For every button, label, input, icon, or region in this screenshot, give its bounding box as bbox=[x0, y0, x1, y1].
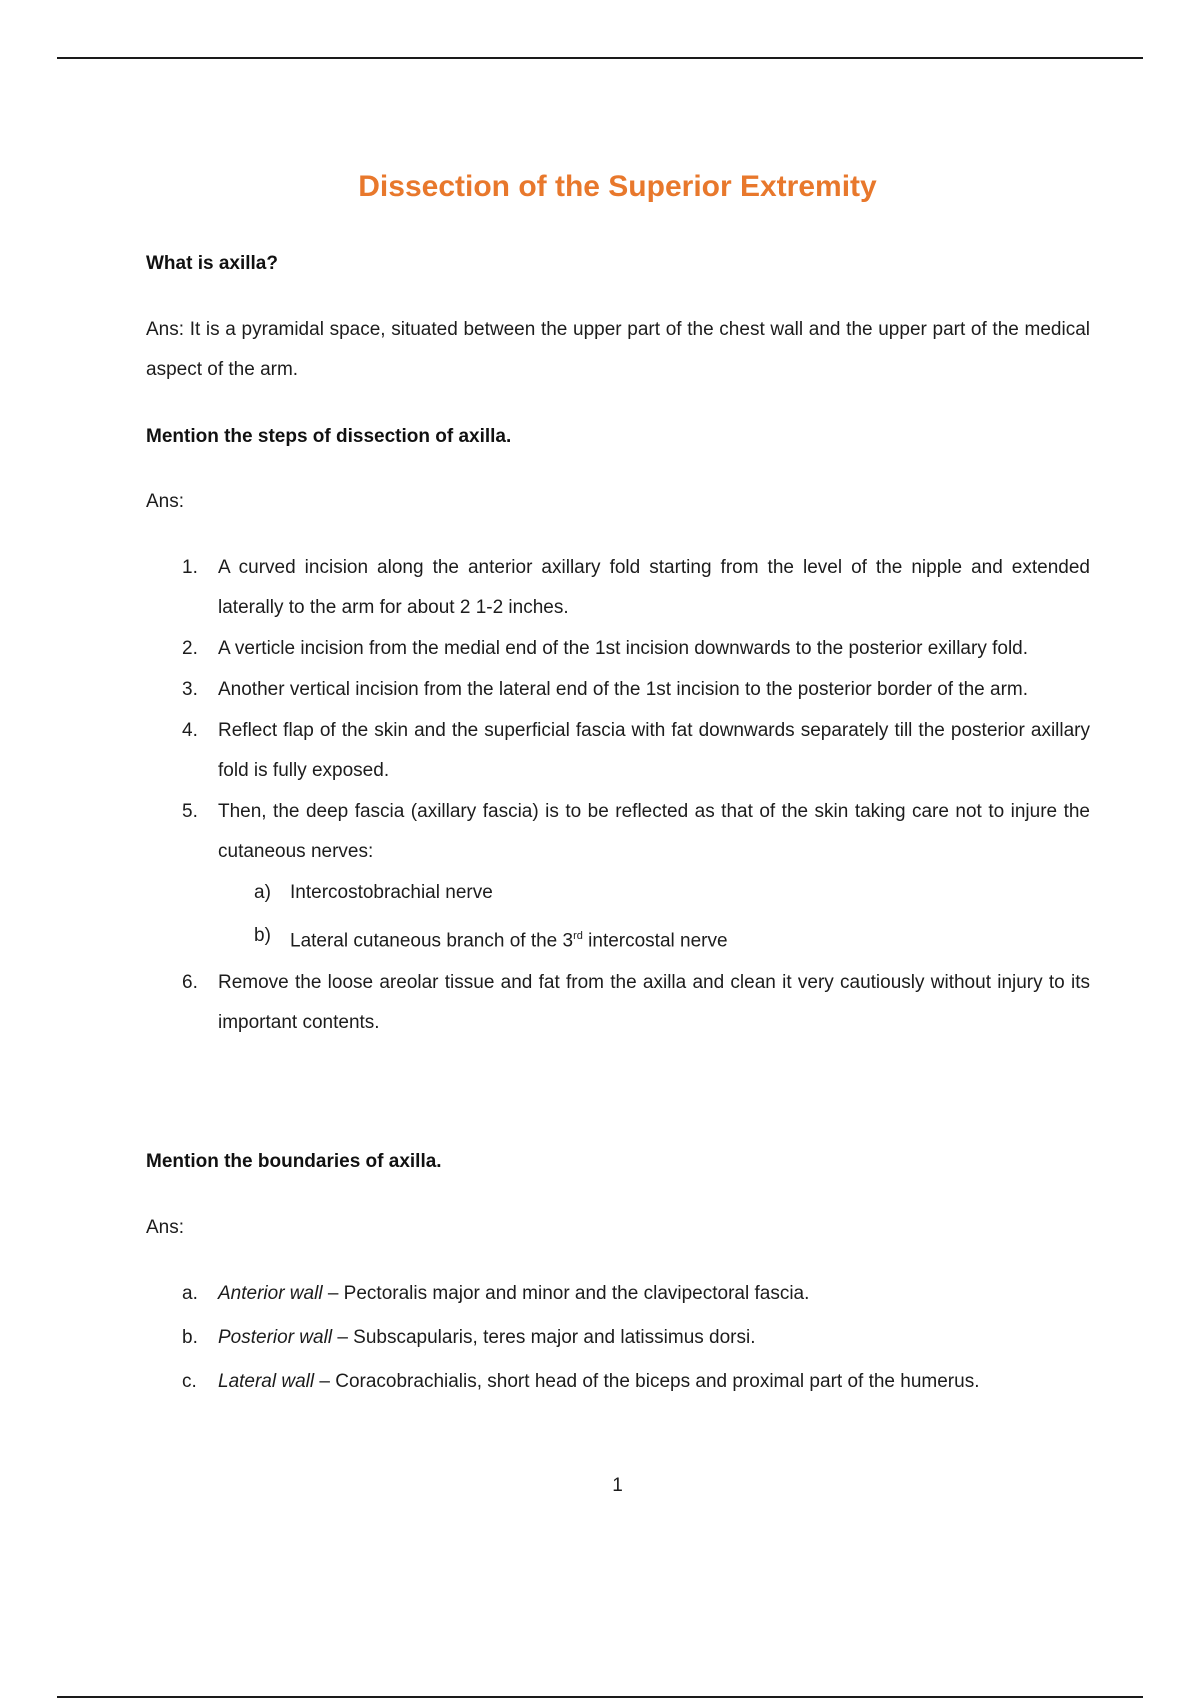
wall-name: Anterior wall bbox=[218, 1283, 323, 1304]
wall-separator: – bbox=[314, 1371, 336, 1392]
list-item bbox=[146, 1360, 1106, 1404]
list-item-text: A curved incision along the anterior axillary fold starting from the level of the nipple and extended laterally to the arm for about 2 1-2 inches. bbox=[218, 557, 1090, 618]
answer-label: Ans: bbox=[146, 491, 185, 512]
answer-what-is-axilla: Ans: It is a pyramidal space, situated between the upper part of the chest wall and the upper part of the medical aspect of the arm. bbox=[146, 319, 1090, 380]
sub-list-letter: a) bbox=[254, 882, 271, 903]
list-number: 4. bbox=[182, 720, 198, 741]
wall-description: Subscapularis, teres major and latissimus dorsi. bbox=[353, 1327, 756, 1348]
list-item bbox=[146, 548, 1090, 628]
list-item bbox=[146, 629, 1090, 669]
wall-separator: – bbox=[332, 1327, 354, 1348]
sub-list-item-text: Intercostobrachial nerve bbox=[290, 882, 493, 903]
list-item-text: Another vertical incision from the lateral end of the 1st incision to the posterior border of the arm. bbox=[218, 679, 1029, 700]
wall-separator: – bbox=[322, 1283, 344, 1304]
list-item bbox=[146, 1272, 1106, 1316]
list-number: 6. bbox=[182, 972, 198, 994]
wall-description: Coracobrachialis, short head of the biceps and proximal part of the humerus. bbox=[335, 1371, 980, 1392]
wall-name: Lateral wall bbox=[218, 1371, 315, 1392]
wall-description: Pectoralis major and minor and the clavipectoral fascia. bbox=[343, 1283, 810, 1304]
sub-list-item bbox=[146, 872, 1090, 914]
list-item bbox=[146, 963, 1090, 1043]
sub-list-item-text-end: intercostal nerve bbox=[582, 930, 728, 952]
list-number: 1. bbox=[182, 557, 198, 578]
page-title: Dissection of the Superior Extremity bbox=[358, 170, 877, 203]
question-what-is-axilla: What is axilla? bbox=[146, 253, 278, 274]
list-item-text: Then, the deep fascia (axillary fascia) is to be reflected as that of the skin taking care not to injure the cutaneous nerves: bbox=[218, 801, 1090, 862]
page-number: 1 bbox=[612, 1475, 623, 1496]
question-boundaries-of-axilla: Mention the boundaries of axilla. bbox=[146, 1151, 442, 1172]
list-item bbox=[146, 1316, 1106, 1360]
answer-label: Ans: bbox=[146, 1217, 185, 1238]
list-item bbox=[146, 792, 1090, 962]
sub-list-item-text: Lateral cutaneous branch of the 3 bbox=[290, 930, 574, 952]
list-letter: c. bbox=[182, 1371, 197, 1392]
sub-list-letter: b) bbox=[254, 925, 271, 946]
list-number: 3. bbox=[182, 679, 198, 700]
list-letter: a. bbox=[182, 1283, 198, 1304]
list-item bbox=[146, 711, 1090, 791]
list-letter: b. bbox=[182, 1327, 198, 1348]
sub-list-item bbox=[146, 915, 1090, 962]
list-item-text: Reflect flap of the skin and the superficial fascia with fat downwards separately till the posterior axillary fold is fully exposed. bbox=[218, 720, 1090, 781]
list-number: 5. bbox=[182, 801, 198, 822]
list-item-text: A verticle incision from the medial end of the 1st incision downwards to the posterior exillary fold. bbox=[218, 638, 1029, 659]
header-rule bbox=[57, 57, 1143, 59]
nerve-sublist bbox=[218, 872, 1090, 962]
question-steps-of-dissection: Mention the steps of dissection of axilla. bbox=[146, 426, 512, 447]
list-item-text: Remove the loose areolar tissue and fat from the axilla and clean it very cautiously without injury to its important contents. bbox=[218, 972, 1090, 1034]
list-item bbox=[146, 670, 1090, 710]
wall-name: Posterior wall bbox=[218, 1327, 333, 1348]
dissection-steps-list bbox=[146, 548, 1090, 1044]
superscript: rd bbox=[573, 930, 583, 942]
list-number: 2. bbox=[182, 638, 198, 659]
footer-rule bbox=[57, 1696, 1143, 1698]
boundaries-list bbox=[146, 1272, 1106, 1404]
